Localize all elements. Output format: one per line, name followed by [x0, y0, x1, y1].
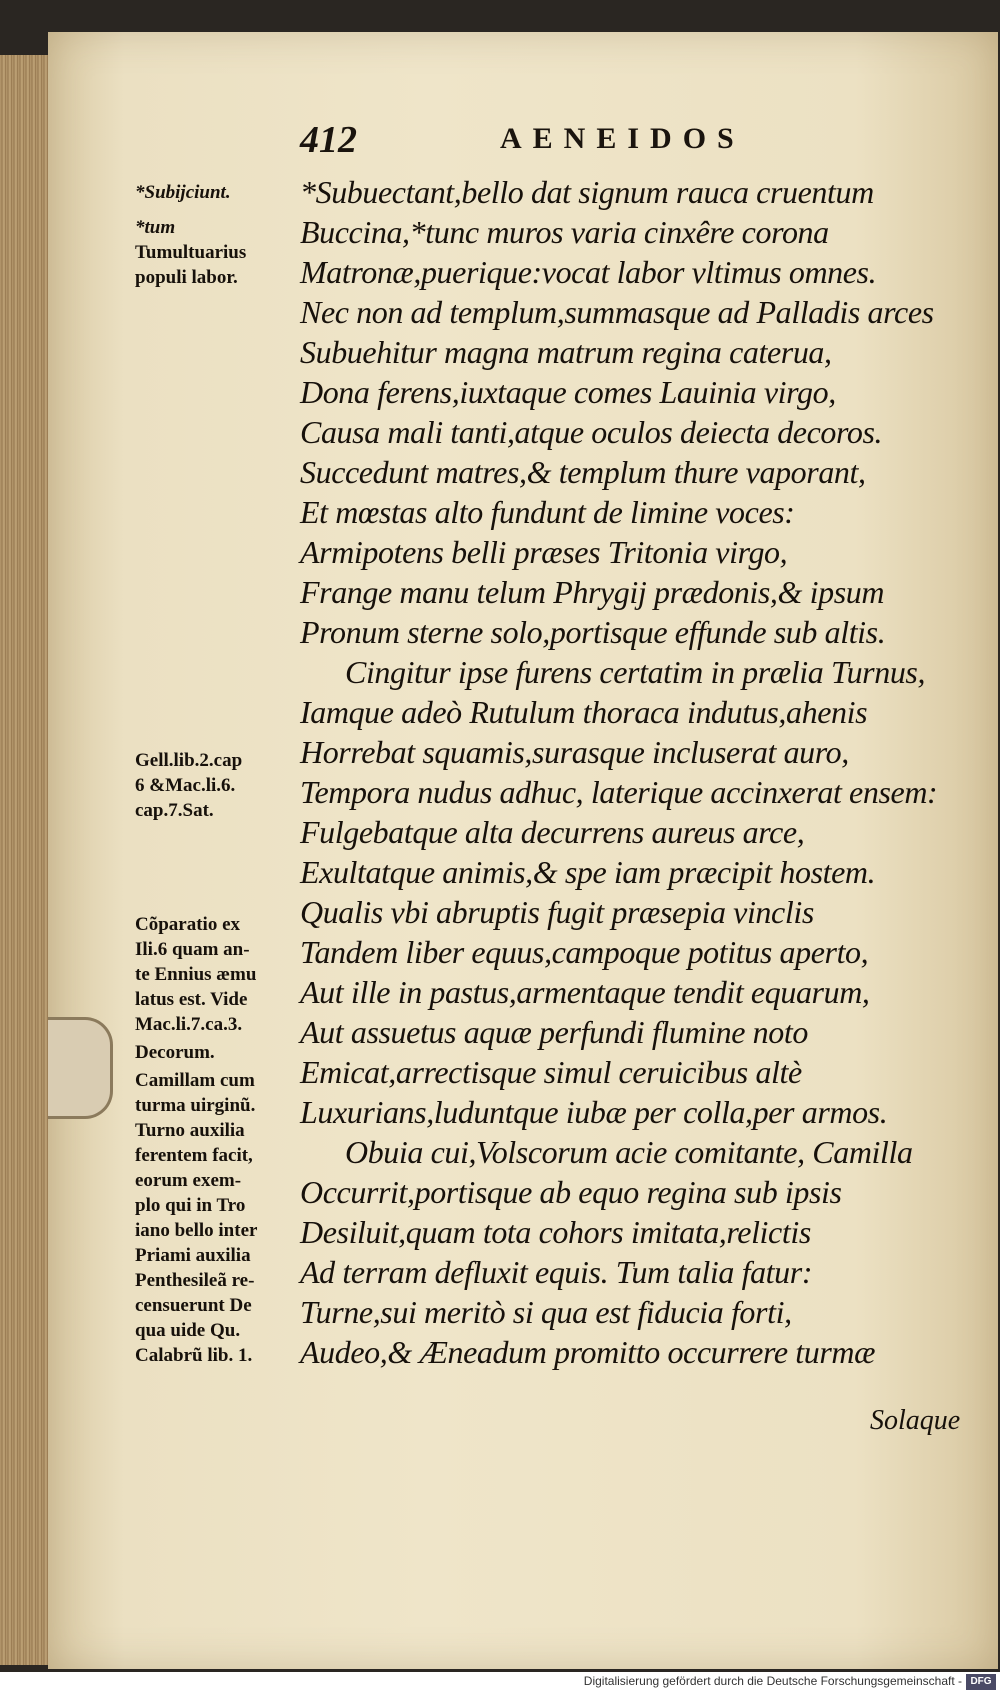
margin-note: Gell.lib.2.cap 6 &Mac.li.6. cap.7.Sat. [135, 750, 243, 821]
verse-line: Causa mali tanti,atque oculos deiecta decoros. [300, 414, 883, 450]
verse-line: Audeo,& Æneadum promitto occurrere turmæ [300, 1334, 876, 1370]
verse-block [300, 172, 990, 1372]
verse-line: Desiluit,quam tota cohors imitata,relictis [300, 1214, 811, 1250]
verse-line: Aut assuetus aquæ perfundi flumine noto [300, 1014, 808, 1050]
verse-line: Aut ille in pastus,armentaque tendit equarum, [300, 974, 870, 1010]
verse-line: Tempora nudus adhuc, laterique accinxerat ensem: [300, 774, 938, 810]
verse-line: Turne,sui meritò si qua est fiducia forti, [300, 1294, 792, 1330]
running-title: AENEIDOS [500, 122, 745, 155]
verse-line: Cingitur ipse furens certatim in prælia Turnus, [345, 654, 926, 690]
verse-line: Qualis vbi abruptis fugit præsepia vinclis [300, 894, 814, 930]
margin-note: Decorum. [135, 1042, 215, 1063]
digitization-footer [0, 1672, 1000, 1693]
verse-line: Matronæ,puerique:vocat labor vltimus omnes. [300, 254, 877, 290]
verse-line: *Subuectant,bello dat signum rauca cruentum [300, 174, 874, 210]
verse-line: Subuehitur magna matrum regina caterua, [300, 334, 832, 370]
verse-line: Armipotens belli præses Tritonia virgo, [300, 534, 788, 570]
verse-line: Dona ferens,iuxtaque comes Lauinia virgo, [300, 374, 836, 410]
margin-note: *Subijciunt. [135, 182, 231, 203]
margin-note: *tum [135, 217, 176, 238]
verse-line: Nec non ad templum,summasque ad Palladis arces [300, 294, 934, 330]
verse-line: Buccina,*tunc muros varia cinxêre corona [300, 214, 829, 250]
verse-line: Iamque adeò Rutulum thoraca indutus,ahenis [300, 694, 868, 730]
verse-line: Fulgebatque alta decurrens aureus arce, [300, 814, 805, 850]
running-head [300, 118, 840, 168]
verse-line: Frange manu telum Phrygij prædonis,& ipsum [300, 574, 885, 610]
verse-line: Horrebat squamis,surasque incluserat auro, [300, 734, 849, 770]
margin-note: Cõparatio ex Ili.6 quam an- te Ennius æmu latus est. Vide Mac.li.7.ca.3. [135, 914, 257, 1035]
verse-line: Exultatque animis,& spe iam præcipit hostem. [300, 854, 876, 890]
page-number: 412 [300, 119, 357, 161]
verse-line: Et mœstas alto fundunt de limine voces: [300, 494, 795, 530]
footer-credit: Digitalisierung gefördert durch die Deutsche Forschungsgemeinschaft - [583, 1674, 962, 1688]
verse-line: Ad terram defluxit equis. Tum talia fatur: [300, 1254, 813, 1290]
verse-line: Obuia cui,Volscorum acie comitante, Camilla [345, 1134, 913, 1170]
margin-note: Tumultuarius populi labor. [135, 242, 247, 288]
verse-line: Succedunt matres,& templum thure vaporant, [300, 454, 866, 490]
verse-line: Luxurians,luduntque iubæ per colla,per armos. [300, 1094, 888, 1130]
verse-line: Pronum sterne solo,portisque effunde sub altis. [300, 614, 886, 650]
dfg-logo-icon: DFG [966, 1674, 996, 1690]
catchword: Solaque [870, 1405, 961, 1436]
verse-line: Tandem liber equus,campoque potitus aperto, [300, 934, 869, 970]
margin-note: Camillam cum turma uirginũ. Turno auxilia ferentem facit, eorum exem- plo qui in Tro iano bello inter Priami auxilia Penthesileã re- censuerunt De qua uide Qu. Calabrũ lib. 1. [135, 1070, 258, 1366]
verse-line: Emicat,arrectisque simul ceruicibus altè [300, 1054, 802, 1090]
verse-line: Occurrit,portisque ab equo regina sub ipsis [300, 1174, 842, 1210]
book-clasp [48, 1017, 113, 1119]
